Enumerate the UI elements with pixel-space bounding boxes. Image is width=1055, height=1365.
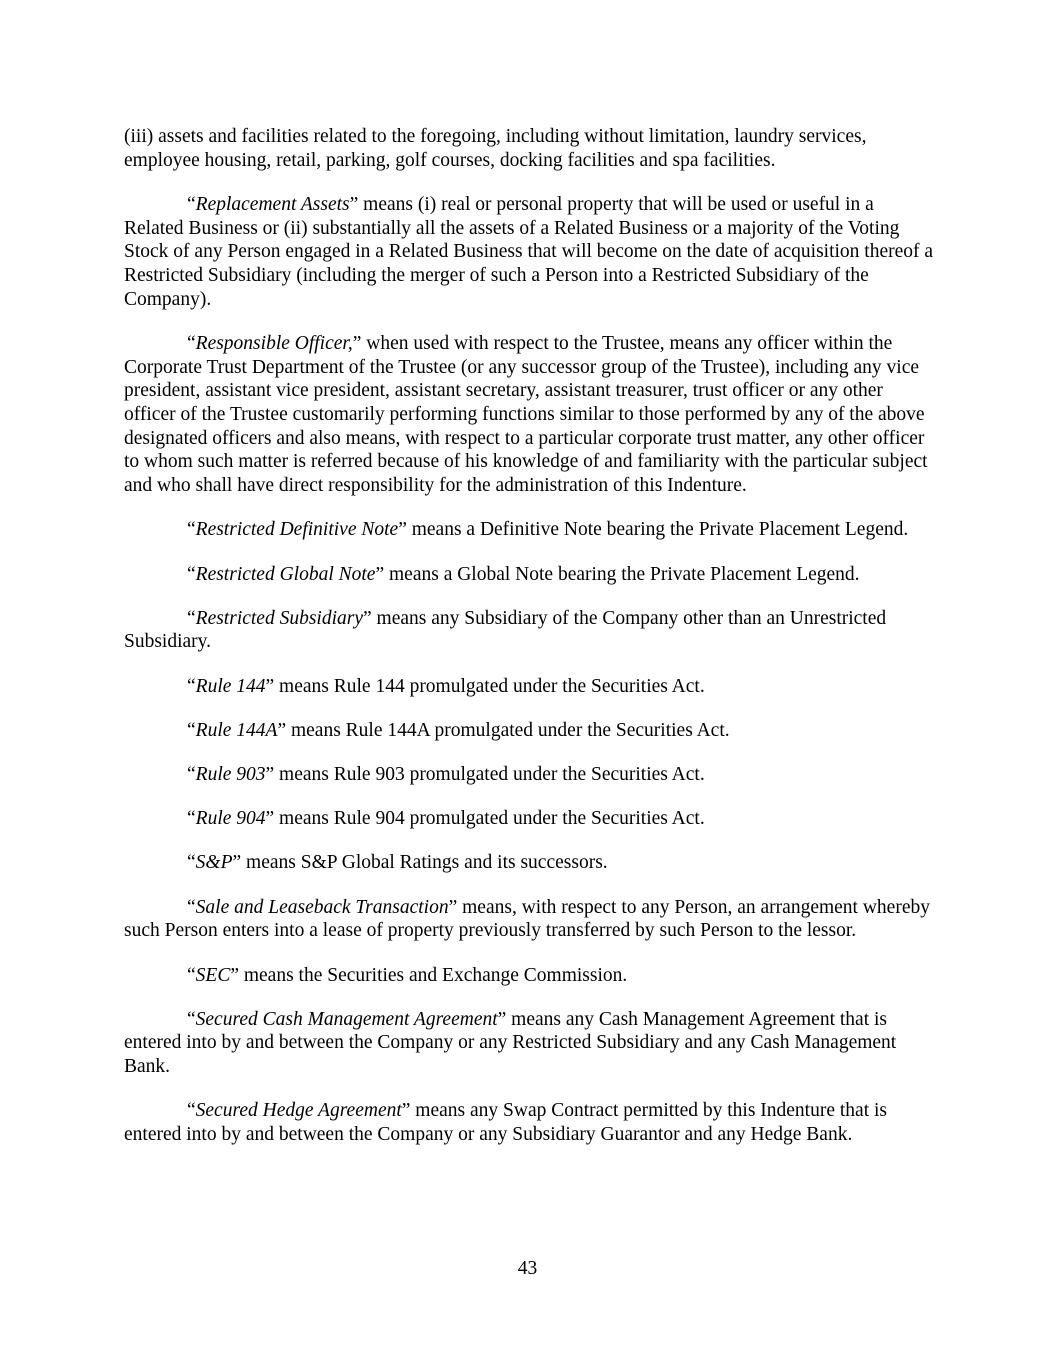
definition-rule-903 — [124, 763, 936, 787]
definition-text: ” means, with respect to any Person, an arrangement whereby such Person enters into a lease of property previously transferred by such Person to the lessor. — [124, 896, 930, 942]
document-body — [124, 125, 936, 1167]
definition-rule-144a — [124, 719, 936, 743]
open-quote: “ — [187, 675, 196, 697]
definition-text: ” means Rule 144 promulgated under the Securities Act. — [265, 675, 705, 697]
defined-term: Rule 903 — [195, 764, 266, 786]
open-quote: “ — [187, 1008, 196, 1030]
definition-text: ” means (i) real or personal property that will be used or useful in a Related Business or (ii) substantially all the assets of a Related Business or a majority of the Voting Stock of any Person engaged in a Related Business that will become on the date of acquisition thereof a Restricted Subsidiary (including the merger of such a Person into a Restricted Subsidiary of the Company). — [124, 193, 934, 310]
definition-text: ” means any Swap Contract permitted by this Indenture that is entered into by and between the Company or any Subsidiary Guarantor and any Hedge Bank. — [124, 1100, 887, 1146]
defined-term: Restricted Global Note — [195, 563, 376, 585]
open-quote: “ — [187, 607, 196, 629]
definition-rule-144 — [124, 675, 936, 699]
definition-text: ” means the Securities and Exchange Commission. — [230, 964, 628, 986]
definition-text: ” means any Cash Management Agreement that is entered into by and between the Company or any Restricted Subsidiary and any Cash Management Bank. — [124, 1008, 897, 1078]
open-quote: “ — [187, 563, 196, 585]
open-quote: “ — [187, 719, 196, 741]
defined-term: Restricted Definitive Note — [195, 519, 399, 541]
defined-term: Replacement Assets — [195, 193, 350, 215]
definition-sale-and-leaseback-transaction — [124, 896, 936, 943]
definition-responsible-officer — [124, 332, 936, 498]
continuation-paragraph — [124, 125, 936, 172]
open-quote: “ — [187, 332, 196, 354]
definition-text: ” means a Definitive Note bearing the Private Placement Legend. — [398, 519, 909, 541]
defined-term: Sale and Leaseback Transaction — [195, 896, 449, 918]
definition-s-and-p — [124, 851, 936, 875]
definition-restricted-definitive-note — [124, 518, 936, 542]
open-quote: “ — [187, 852, 196, 874]
defined-term: Rule 144 — [195, 675, 266, 697]
open-quote: “ — [187, 764, 196, 786]
defined-term: Secured Hedge Agreement — [195, 1100, 402, 1122]
definition-text: ” means Rule 144A promulgated under the Securities Act. — [277, 719, 730, 741]
defined-term: Rule 144A — [195, 719, 278, 741]
paragraph-text: (iii) assets and facilities related to the foregoing, including without limitation, laundry services, employee housing, retail, parking, golf courses, docking facilities and spa facilities. — [124, 126, 867, 171]
definition-replacement-assets — [124, 193, 936, 312]
defined-term: Rule 904 — [195, 808, 266, 830]
defined-term: SEC — [195, 964, 231, 986]
definition-text: ” means a Global Note bearing the Private Placement Legend. — [375, 563, 860, 585]
page-number: 43 — [517, 1258, 538, 1279]
definition-restricted-global-note — [124, 563, 936, 587]
definition-text: ” means S&P Global Ratings and its successors. — [232, 852, 608, 874]
definition-rule-904 — [124, 807, 936, 831]
definition-secured-hedge-agreement — [124, 1099, 936, 1146]
defined-term: Secured Cash Management Agreement — [195, 1008, 498, 1030]
definition-sec — [124, 964, 936, 988]
open-quote: “ — [187, 193, 196, 215]
defined-term: Restricted Subsidiary — [195, 607, 364, 629]
definition-secured-cash-management-agreement — [124, 1008, 936, 1079]
defined-term: Responsible Officer, — [195, 332, 353, 354]
open-quote: “ — [187, 896, 196, 918]
open-quote: “ — [187, 519, 196, 541]
open-quote: “ — [187, 964, 196, 986]
open-quote: “ — [187, 808, 196, 830]
definition-text: ” means Rule 904 promulgated under the Securities Act. — [265, 808, 705, 830]
definition-restricted-subsidiary — [124, 607, 936, 654]
definition-text: ” means Rule 903 promulgated under the Securities Act. — [265, 764, 705, 786]
defined-term: S&P — [195, 852, 233, 874]
definition-text: ” when used with respect to the Trustee, means any officer within the Corporate Trust Department of the Trustee (or any successor group of the Trustee), including any vice president, assistant vice president, assistant secretary, assistant treasurer, trust officer or any other officer of the Trustee customarily performing functions similar to those performed by any of the above designated officers and also means, with respect to a particular corporate trust matter, any other officer to whom such matter is referred because of his knowledge of and familiarity with the particular subject and who shall have direct responsibility for the administration of this Indenture. — [124, 332, 928, 497]
definition-text: ” means any Subsidiary of the Company other than an Unrestricted Subsidiary. — [124, 607, 887, 653]
open-quote: “ — [187, 1100, 196, 1122]
